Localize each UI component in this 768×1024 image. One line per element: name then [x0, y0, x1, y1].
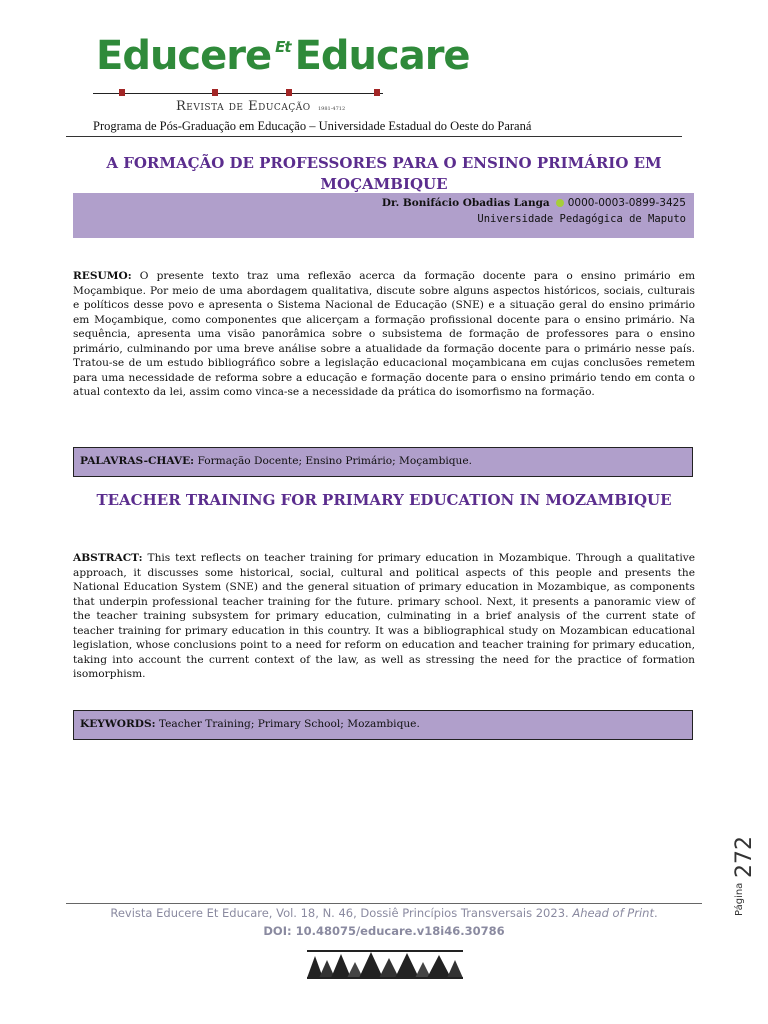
keywords-text-pt: Formação Docente; Ensino Primário; Moçambique.	[197, 455, 472, 467]
abstract-label: ABSTRACT:	[73, 552, 143, 564]
logo-square-decoration	[212, 89, 218, 96]
abstract-paragraph	[73, 551, 695, 682]
keywords-text-en: Teacher Training; Primary School; Mozambique.	[158, 718, 420, 730]
journal-subtitle: Revista de Educação	[176, 99, 311, 114]
header-divider	[66, 136, 682, 137]
keywords-line-pt	[80, 455, 472, 467]
article-title-en: TEACHER TRAINING FOR PRIMARY EDUCATION IN MOZAMBIQUE	[96, 491, 672, 509]
resumo-text: O presente texto traz uma reflexão acerca da formação docente para o ensino primário em Moçambique. Por meio de uma abordagem qualitativa, discute sobre alguns aspectos históricos, sociais, culturais e políticos desse povo e apresenta o Sistema Nacional de Educação (SNE) e a situação geral do ensino primário em Moçambique, como componentes que alicerçam a formação profissional docente para o ensino primário. Na sequência, apresenta uma visão panorâmica sobre o subsistema de formação de professores para o ensino primário, culminando por uma breve análise sobre a atualidade da formação docente para o primário nesse país. Tratou-se de um estudo bibliográfico sobre a legislação educacional moçambicana em cujas conclusões remetem para uma necessidade de reforma sobre a educação e formação docente para o ensino primário tendo em conta o atual contexto da lei, assim como vinca-se a necessidade da prática do isomorfismo na formação.	[73, 270, 695, 398]
logo-square-decoration	[286, 89, 292, 96]
journal-name-et: Et	[275, 38, 291, 56]
journal-logo-title	[96, 33, 470, 79]
abstract-text: This text reflects on teacher training for primary education in Mozambique. Through a qualitative approach, it discusses some historical, social, cultural and political aspects of this people and presents the National Education System (SNE) and the general situation of primary education in Mozambique, as components that underpin professional teacher training for the future. primary school. Next, it presents a panoramic view of the teacher training subsystem for primary education, culminating in a brief analysis of the current state of teacher training for primary education in this country. It was a bibliographical study on Mozambican educational legislation, whose conclusions point to a need for reform on education and teacher training for primary education, taking into account the current context of the law, as well as stressing the need for the practice of formation isomorphism.	[73, 552, 695, 680]
university-logo-icon	[305, 948, 465, 980]
keywords-box-en	[73, 710, 693, 740]
journal-name-part2: Educare	[294, 33, 470, 79]
journal-name-part1: Educere	[96, 33, 272, 79]
author-line	[382, 197, 686, 209]
resumo-paragraph	[73, 269, 695, 400]
resumo-label: RESUMO:	[73, 270, 132, 282]
orcid-id[interactable]: 0000-0003-0899-3425	[567, 197, 686, 209]
logo-underline	[93, 93, 383, 94]
footer-citation	[66, 906, 702, 920]
keywords-label-pt: PALAVRAS-CHAVE:	[80, 455, 195, 467]
footer-status: Ahead of Print	[572, 906, 654, 920]
footer-divider	[66, 903, 702, 904]
logo-square-decoration	[119, 89, 125, 96]
page-label: Página	[734, 882, 745, 916]
footer-status-suffix: .	[653, 906, 658, 920]
issn: 1981-4712	[318, 106, 346, 112]
page-number: 272	[732, 836, 757, 878]
keywords-line-en	[80, 718, 420, 730]
logo-square-decoration	[374, 89, 380, 96]
footer-citation-text: Revista Educere Et Educare, Vol. 18, N. 46, Dossiê Princípios Transversais 2023.	[110, 906, 569, 920]
keywords-label-en: KEYWORDS:	[80, 718, 156, 730]
author-box	[73, 193, 694, 238]
article-title-pt: A FORMAÇÃO DE PROFESSORES PARA O ENSINO PRIMÁRIO EM MOÇAMBIQUE	[106, 154, 662, 193]
author-affiliation: Universidade Pedagógica de Maputo	[477, 213, 686, 225]
author-name: Dr. Bonifácio Obadias Langa	[381, 197, 550, 209]
keywords-box-pt	[73, 447, 693, 477]
orcid-icon[interactable]	[556, 199, 564, 207]
page-number-block	[718, 830, 758, 920]
program-line: Programa de Pós-Graduação em Educação – Universidade Estadual do Oeste do Paraná	[93, 119, 532, 133]
footer-doi[interactable]: DOI: 10.48075/educare.v18i46.30786	[263, 924, 505, 938]
